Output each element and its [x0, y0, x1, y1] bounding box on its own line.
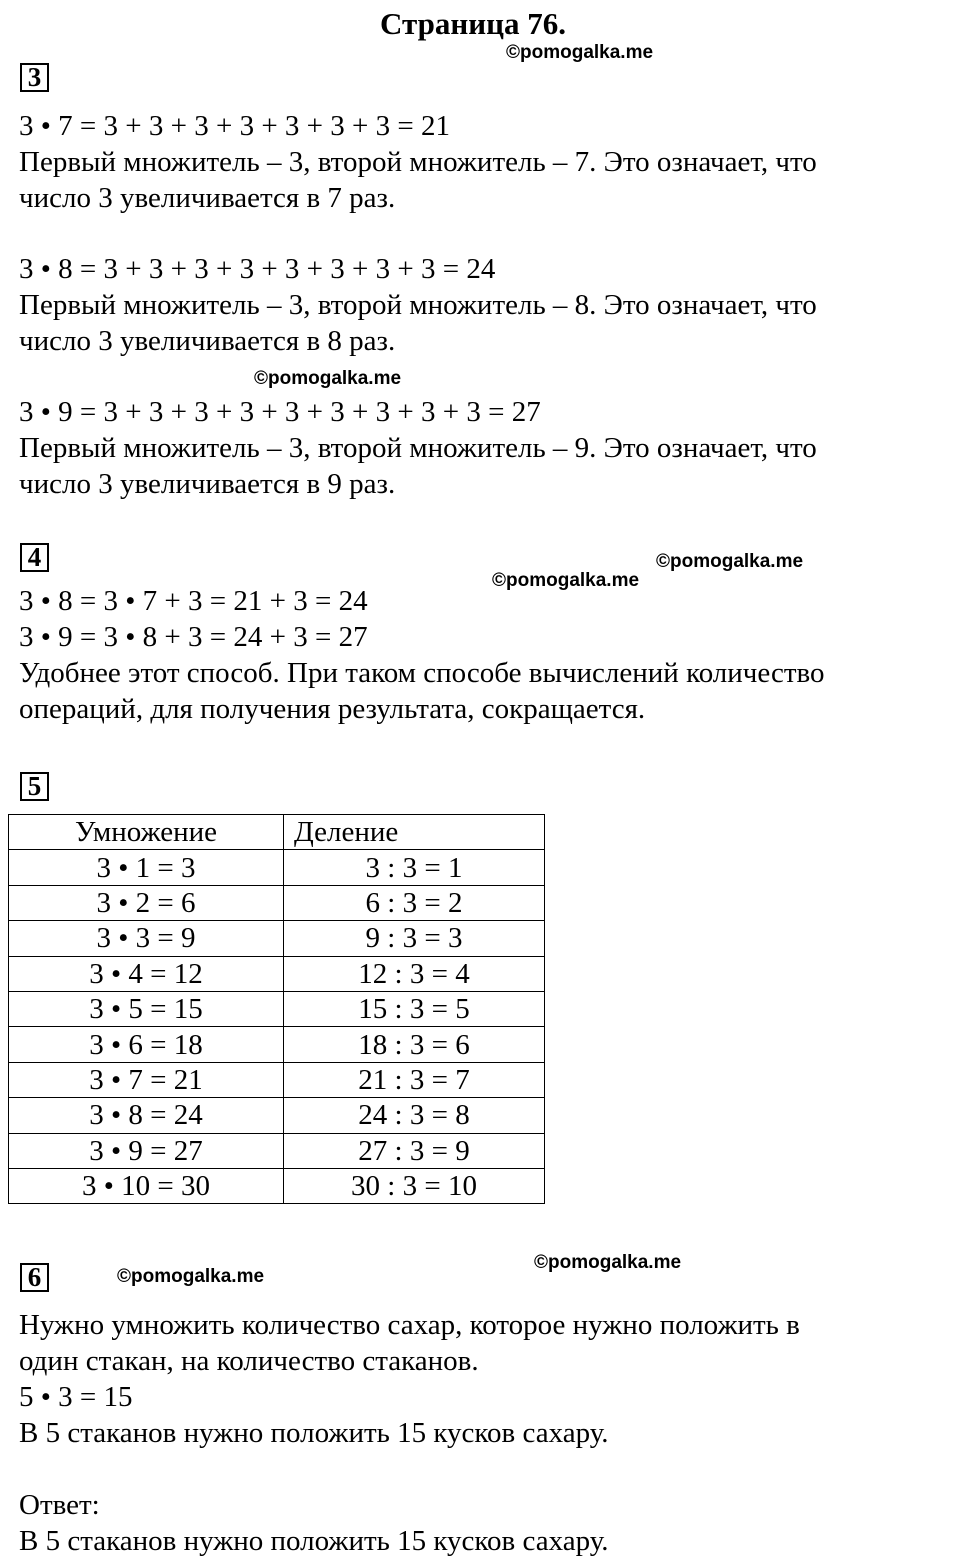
task4-line: 3 • 8 = 3 • 7 + 3 = 21 + 3 = 24: [19, 585, 368, 617]
task3-line: число 3 увеличивается в 7 раз.: [19, 182, 396, 214]
table-row: [9, 1168, 545, 1203]
watermark: ©pomogalka.me: [534, 1252, 682, 1273]
table-cell: 6 : 3 = 2: [284, 885, 545, 920]
task4-line: операций, для получения результата, сокращается.: [19, 693, 646, 725]
table-row: [9, 850, 545, 885]
task3-line: Первый множитель – 3, второй множитель – 9. Это означает, что: [19, 432, 817, 464]
task-number-5: 5: [20, 772, 49, 801]
table-cell: 3 : 3 = 1: [284, 850, 545, 885]
task3-line: Первый множитель – 3, второй множитель – 8. Это означает, что: [19, 289, 817, 321]
table-row: [9, 1062, 545, 1097]
table-cell: 3 • 6 = 18: [9, 1027, 284, 1062]
task3-line: Первый множитель – 3, второй множитель – 7. Это означает, что: [19, 146, 817, 178]
task3-line: 3 • 9 = 3 + 3 + 3 + 3 + 3 + 3 + 3 + 3 + 3 = 27: [19, 396, 541, 428]
table-cell: 3 • 7 = 21: [9, 1062, 284, 1097]
table-row: [9, 921, 545, 956]
task4-line: 3 • 9 = 3 • 8 + 3 = 24 + 3 = 27: [19, 621, 368, 653]
table-cell: 3 • 8 = 24: [9, 1098, 284, 1133]
table-cell: 3 • 3 = 9: [9, 921, 284, 956]
watermark: ©pomogalka.me: [506, 42, 654, 63]
task6-line: 5 • 3 = 15: [19, 1381, 133, 1413]
task-number-6: 6: [20, 1263, 49, 1292]
task3-line: 3 • 8 = 3 + 3 + 3 + 3 + 3 + 3 + 3 + 3 = 24: [19, 253, 496, 285]
page-title: Страница 76.: [380, 6, 566, 41]
table-cell: 27 : 3 = 9: [284, 1133, 545, 1168]
task6-answer-label: Ответ:: [19, 1489, 100, 1521]
table-cell: 15 : 3 = 5: [284, 991, 545, 1026]
table-cell: 3 • 5 = 15: [9, 991, 284, 1026]
table-cell: 3 • 2 = 6: [9, 885, 284, 920]
table-cell: 24 : 3 = 8: [284, 1098, 545, 1133]
table-row: [9, 885, 545, 920]
table-row: [9, 1027, 545, 1062]
table-cell: 3 • 1 = 3: [9, 850, 284, 885]
table-cell: 12 : 3 = 4: [284, 956, 545, 991]
table-row: [9, 956, 545, 991]
task3-line: число 3 увеличивается в 9 раз.: [19, 468, 396, 500]
task6-line: Нужно умножить количество сахар, которое нужно положить в: [19, 1309, 800, 1341]
table-cell: 18 : 3 = 6: [284, 1027, 545, 1062]
table-header-row: [9, 815, 545, 850]
table-cell: 3 • 9 = 27: [9, 1133, 284, 1168]
table-cell: 9 : 3 = 3: [284, 921, 545, 956]
task3-line: 3 • 7 = 3 + 3 + 3 + 3 + 3 + 3 + 3 = 21: [19, 110, 450, 142]
table-cell: 3 • 10 = 30: [9, 1168, 284, 1203]
task6-line: В 5 стаканов нужно положить 15 кусков сахару.: [19, 1417, 609, 1449]
watermark: ©pomogalka.me: [656, 551, 804, 572]
task6-line: один стакан, на количество стаканов.: [19, 1345, 479, 1377]
task6-answer: В 5 стаканов нужно положить 15 кусков сахару.: [19, 1525, 609, 1557]
table-row: [9, 991, 545, 1026]
table-row: [9, 1133, 545, 1168]
table-header-cell: Деление: [284, 815, 545, 850]
watermark: ©pomogalka.me: [254, 368, 402, 389]
task-number-4: 4: [20, 543, 49, 572]
watermark: ©pomogalka.me: [117, 1266, 265, 1287]
table-cell: 21 : 3 = 7: [284, 1062, 545, 1097]
task4-line: Удобнее этот способ. При таком способе вычислений количество: [19, 657, 825, 689]
table-header-cell: Умножение: [9, 815, 284, 850]
task3-line: число 3 увеличивается в 8 раз.: [19, 325, 396, 357]
table-row: [9, 1098, 545, 1133]
multiplication-division-table: [8, 814, 545, 1204]
table-cell: 30 : 3 = 10: [284, 1168, 545, 1203]
watermark: ©pomogalka.me: [492, 570, 640, 591]
task-number-3: 3: [20, 63, 49, 92]
table-cell: 3 • 4 = 12: [9, 956, 284, 991]
